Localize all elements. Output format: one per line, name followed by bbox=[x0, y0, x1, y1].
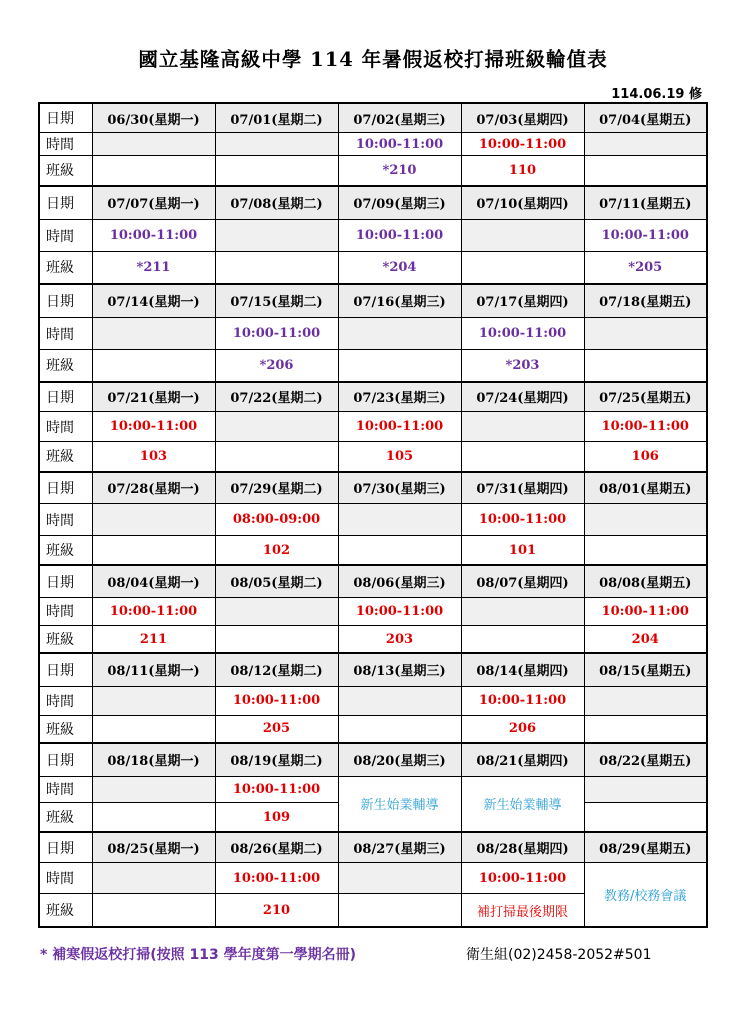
date-cell: 08/27(星期三) bbox=[338, 832, 461, 863]
time-cell: 10:00-11:00 bbox=[338, 133, 461, 156]
time-cell: 10:00-11:00 bbox=[92, 597, 215, 625]
row-label-class: 班級 bbox=[39, 442, 92, 472]
class-cell: 204 bbox=[584, 625, 707, 653]
row-label-time: 時間 bbox=[39, 220, 92, 252]
time-cell bbox=[584, 318, 707, 350]
class-cell bbox=[584, 536, 707, 566]
date-cell: 08/21(星期四) bbox=[461, 743, 584, 776]
class-cell: 205 bbox=[215, 715, 338, 743]
class-cell: *205 bbox=[584, 252, 707, 284]
date-cell: 08/14(星期四) bbox=[461, 653, 584, 686]
footnote: * 補寒假返校打掃(按照 113 學年度第一學期名冊) bbox=[40, 947, 356, 963]
date-cell: 07/25(星期五) bbox=[584, 382, 707, 412]
class-cell: 102 bbox=[215, 536, 338, 566]
class-cell bbox=[92, 536, 215, 566]
row-label-time: 時間 bbox=[39, 597, 92, 625]
class-cell bbox=[215, 252, 338, 284]
time-cell bbox=[92, 686, 215, 715]
time-cell: 10:00-11:00 bbox=[584, 597, 707, 625]
date-cell: 08/11(星期一) bbox=[92, 653, 215, 686]
date-cell: 08/08(星期五) bbox=[584, 565, 707, 597]
time-cell bbox=[92, 318, 215, 350]
date-cell: 07/08(星期二) bbox=[215, 186, 338, 220]
row-label-time: 時間 bbox=[39, 686, 92, 715]
time-cell bbox=[584, 686, 707, 715]
row-label-class: 班級 bbox=[39, 715, 92, 743]
date-cell: 07/01(星期二) bbox=[215, 103, 338, 133]
time-cell bbox=[215, 220, 338, 252]
date-cell: 07/02(星期三) bbox=[338, 103, 461, 133]
date-cell: 08/25(星期一) bbox=[92, 832, 215, 863]
time-cell: 10:00-11:00 bbox=[461, 686, 584, 715]
row-label-class: 班級 bbox=[39, 894, 92, 927]
time-cell: 10:00-11:00 bbox=[92, 412, 215, 442]
revision-date: 114.06.19 修 bbox=[611, 87, 702, 102]
time-cell bbox=[338, 863, 461, 894]
row-label-class: 班級 bbox=[39, 803, 92, 832]
class-cell: *206 bbox=[215, 350, 338, 382]
time-cell: 10:00-11:00 bbox=[461, 318, 584, 350]
class-cell: 109 bbox=[215, 803, 338, 832]
date-cell: 08/19(星期二) bbox=[215, 743, 338, 776]
time-cell: 10:00-11:00 bbox=[584, 412, 707, 442]
row-label-class: 班級 bbox=[39, 536, 92, 566]
time-cell: 10:00-11:00 bbox=[338, 220, 461, 252]
class-cell bbox=[92, 803, 215, 832]
class-cell: 101 bbox=[461, 536, 584, 566]
row-label-time: 時間 bbox=[39, 412, 92, 442]
date-cell: 08/22(星期五) bbox=[584, 743, 707, 776]
page-title: 國立基隆高級中學 114 年暑假返校打掃班級輪值表 bbox=[138, 48, 608, 71]
date-cell: 08/20(星期三) bbox=[338, 743, 461, 776]
date-cell: 07/24(星期四) bbox=[461, 382, 584, 412]
class-cell bbox=[461, 442, 584, 472]
class-cell bbox=[461, 252, 584, 284]
date-cell: 07/28(星期一) bbox=[92, 472, 215, 504]
date-cell: 07/31(星期四) bbox=[461, 472, 584, 504]
time-cell bbox=[215, 597, 338, 625]
date-cell: 07/21(星期一) bbox=[92, 382, 215, 412]
time-cell: 10:00-11:00 bbox=[461, 863, 584, 894]
date-cell: 07/14(星期一) bbox=[92, 284, 215, 318]
class-cell: 206 bbox=[461, 715, 584, 743]
time-cell bbox=[215, 412, 338, 442]
row-label-date: 日期 bbox=[39, 284, 92, 318]
time-cell bbox=[461, 597, 584, 625]
class-cell: 105 bbox=[338, 442, 461, 472]
row-label-class: 班級 bbox=[39, 350, 92, 382]
class-cell: *203 bbox=[461, 350, 584, 382]
date-cell: 08/01(星期五) bbox=[584, 472, 707, 504]
time-cell: 08:00-09:00 bbox=[215, 504, 338, 536]
note-cell: 新生始業輔導 bbox=[338, 776, 461, 832]
note-cell: 教務/校務會議 bbox=[584, 863, 707, 927]
date-cell: 08/07(星期四) bbox=[461, 565, 584, 597]
time-cell: 10:00-11:00 bbox=[215, 863, 338, 894]
date-cell: 08/05(星期二) bbox=[215, 565, 338, 597]
class-cell bbox=[338, 894, 461, 927]
date-cell: 07/29(星期二) bbox=[215, 472, 338, 504]
date-cell: 08/15(星期五) bbox=[584, 653, 707, 686]
time-cell: 10:00-11:00 bbox=[461, 133, 584, 156]
time-cell bbox=[461, 220, 584, 252]
class-cell bbox=[584, 156, 707, 186]
date-cell: 08/12(星期二) bbox=[215, 653, 338, 686]
row-label-class: 班級 bbox=[39, 156, 92, 186]
time-cell: 10:00-11:00 bbox=[338, 412, 461, 442]
class-cell bbox=[584, 803, 707, 832]
row-label-time: 時間 bbox=[39, 863, 92, 894]
date-cell: 07/30(星期三) bbox=[338, 472, 461, 504]
class-cell bbox=[92, 156, 215, 186]
time-cell bbox=[92, 863, 215, 894]
time-cell bbox=[92, 133, 215, 156]
time-cell bbox=[338, 318, 461, 350]
date-cell: 07/18(星期五) bbox=[584, 284, 707, 318]
class-cell bbox=[461, 625, 584, 653]
time-cell: 10:00-11:00 bbox=[338, 597, 461, 625]
time-cell: 10:00-11:00 bbox=[461, 504, 584, 536]
class-cell: 106 bbox=[584, 442, 707, 472]
class-cell: 103 bbox=[92, 442, 215, 472]
row-label-date: 日期 bbox=[39, 103, 92, 133]
date-cell: 07/16(星期三) bbox=[338, 284, 461, 318]
class-cell bbox=[584, 350, 707, 382]
date-cell: 08/26(星期二) bbox=[215, 832, 338, 863]
class-cell bbox=[215, 442, 338, 472]
row-label-class: 班級 bbox=[39, 625, 92, 653]
row-label-time: 時間 bbox=[39, 504, 92, 536]
date-cell: 07/11(星期五) bbox=[584, 186, 707, 220]
note-cell: 新生始業輔導 bbox=[461, 776, 584, 832]
schedule-table bbox=[38, 102, 708, 928]
date-cell: 08/28(星期四) bbox=[461, 832, 584, 863]
date-cell: 08/06(星期三) bbox=[338, 565, 461, 597]
date-cell: 07/17(星期四) bbox=[461, 284, 584, 318]
time-cell: 10:00-11:00 bbox=[215, 318, 338, 350]
class-cell bbox=[215, 625, 338, 653]
row-label-class: 班級 bbox=[39, 252, 92, 284]
date-cell: 07/04(星期五) bbox=[584, 103, 707, 133]
row-label-date: 日期 bbox=[39, 382, 92, 412]
time-cell bbox=[584, 504, 707, 536]
time-cell bbox=[92, 504, 215, 536]
date-cell: 07/09(星期三) bbox=[338, 186, 461, 220]
row-label-date: 日期 bbox=[39, 653, 92, 686]
row-label-date: 日期 bbox=[39, 186, 92, 220]
class-cell bbox=[584, 715, 707, 743]
time-cell bbox=[215, 133, 338, 156]
time-cell bbox=[461, 412, 584, 442]
date-cell: 08/18(星期一) bbox=[92, 743, 215, 776]
time-cell bbox=[92, 776, 215, 803]
date-cell: 08/29(星期五) bbox=[584, 832, 707, 863]
class-cell: 110 bbox=[461, 156, 584, 186]
date-cell: 08/04(星期一) bbox=[92, 565, 215, 597]
row-label-date: 日期 bbox=[39, 472, 92, 504]
date-cell: 07/03(星期四) bbox=[461, 103, 584, 133]
date-cell: 08/13(星期三) bbox=[338, 653, 461, 686]
class-cell bbox=[92, 894, 215, 927]
class-cell bbox=[338, 350, 461, 382]
time-cell bbox=[338, 504, 461, 536]
class-cell: 210 bbox=[215, 894, 338, 927]
row-label-date: 日期 bbox=[39, 832, 92, 863]
time-cell: 10:00-11:00 bbox=[215, 776, 338, 803]
class-cell: *211 bbox=[92, 252, 215, 284]
class-cell: *210 bbox=[338, 156, 461, 186]
class-cell bbox=[215, 156, 338, 186]
class-cell bbox=[338, 536, 461, 566]
class-cell bbox=[338, 715, 461, 743]
time-cell bbox=[584, 133, 707, 156]
date-cell: 07/22(星期二) bbox=[215, 382, 338, 412]
row-label-date: 日期 bbox=[39, 743, 92, 776]
row-label-time: 時間 bbox=[39, 776, 92, 803]
date-cell: 07/07(星期一) bbox=[92, 186, 215, 220]
time-cell: 10:00-11:00 bbox=[92, 220, 215, 252]
time-cell bbox=[584, 776, 707, 803]
class-cell: *204 bbox=[338, 252, 461, 284]
date-cell: 07/23(星期三) bbox=[338, 382, 461, 412]
time-cell: 10:00-11:00 bbox=[584, 220, 707, 252]
time-cell: 10:00-11:00 bbox=[215, 686, 338, 715]
class-cell: 203 bbox=[338, 625, 461, 653]
date-cell: 07/15(星期二) bbox=[215, 284, 338, 318]
class-cell bbox=[92, 350, 215, 382]
time-cell bbox=[338, 686, 461, 715]
row-label-time: 時間 bbox=[39, 133, 92, 156]
row-label-date: 日期 bbox=[39, 565, 92, 597]
date-cell: 07/10(星期四) bbox=[461, 186, 584, 220]
date-cell: 06/30(星期一) bbox=[92, 103, 215, 133]
class-cell: 211 bbox=[92, 625, 215, 653]
class-cell: 補打掃最後期限 bbox=[461, 894, 584, 927]
contact-info: 衛生組(02)2458-2052#501 bbox=[466, 947, 652, 963]
row-label-time: 時間 bbox=[39, 318, 92, 350]
class-cell bbox=[92, 715, 215, 743]
